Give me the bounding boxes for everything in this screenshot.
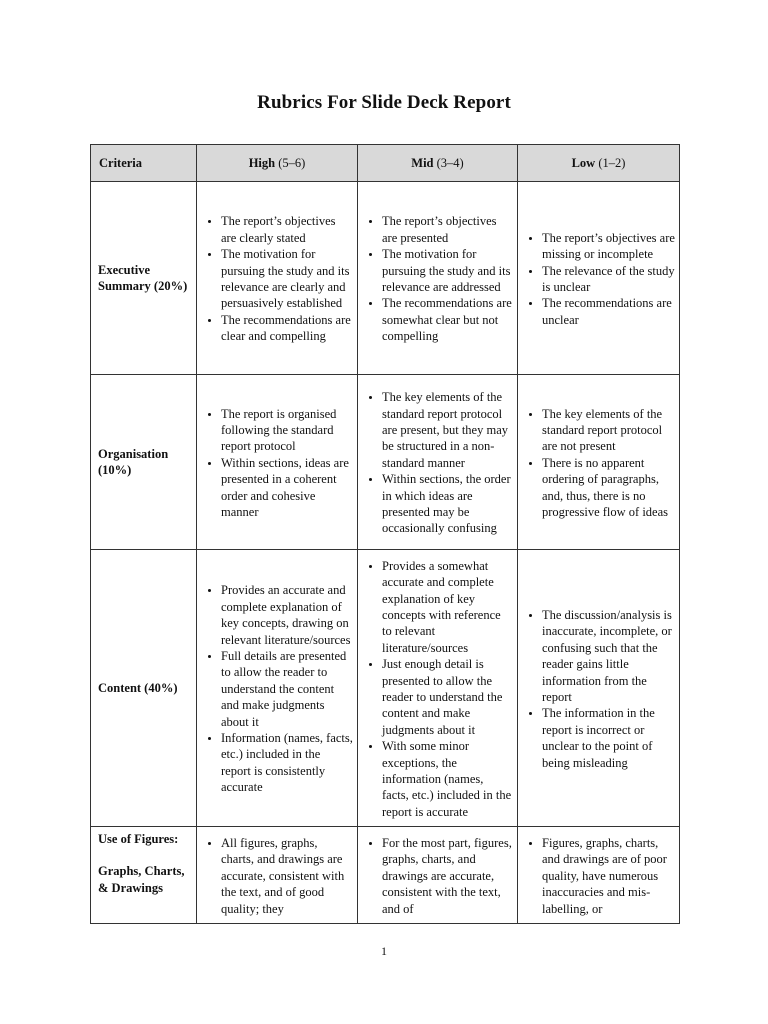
bullet-item: • Figures, graphs, charts, and drawings are of poor quality, have numerous inaccuracies and mis-labelling, or [542,835,675,917]
header-high-label: High [248,155,276,170]
bullet-item: • The key elements of the standard report protocol are present, but they may be structured in a non-standard manner [382,389,513,471]
criteria-executive-summary: Executive Summary (20%) [91,182,197,375]
bullet-item: • With some minor exceptions, the information (names, facts, etc.) included in the report is accurate [382,738,513,820]
cell-high [197,550,358,827]
page-number: 1 [381,944,387,958]
bullet-item: • There is no apparent ordering of paragraphs, and, thus, there is no progressive flow of ideas [542,455,675,521]
bullet-item: • Information (names, facts, etc.) included in the report is consistently accurate [221,730,353,796]
bullet-item: • The recommendations are unclear [542,295,675,328]
bullet-list [524,607,675,771]
header-row [91,145,680,182]
bullet-item: • The report’s objectives are missing or incomplete [542,230,675,263]
cell-high [197,827,358,924]
criteria-line-2: Graphs, Charts, & Drawings [98,864,185,895]
rubric-table [90,144,680,924]
cell-low [518,375,680,550]
cell-low [518,182,680,375]
cell-low [518,827,680,924]
header-low-range: (1–2) [598,155,626,170]
bullet-item: • For the most part, figures, graphs, charts, and drawings are accurate, consistent with the text, and of [382,835,513,917]
bullet-item: • The report’s objectives are clearly stated [221,213,353,246]
bullet-list [524,230,675,328]
bullet-item: • Just enough detail is presented to allow the reader to understand the content and make judgments about it [382,656,513,738]
bullet-item: • The recommendations are clear and compelling [221,312,353,345]
cell-high [197,182,358,375]
bullet-item: • The relevance of the study is unclear [542,263,675,296]
cell-low [518,550,680,827]
bullet-item: • Within sections, ideas are presented in a coherent order and cohesive manner [221,455,353,521]
header-low [518,145,680,182]
cell-mid [358,827,518,924]
cell-mid [358,182,518,375]
cell-mid [358,375,518,550]
bullet-item: • The key elements of the standard report protocol are not present [542,406,675,455]
header-mid-label: Mid [411,155,434,170]
bullet-item: • The discussion/analysis is inaccurate, incomplete, or confusing such that the reader gains little information from the report [542,607,675,705]
header-criteria: Criteria [91,145,197,182]
row-content [91,550,680,827]
bullet-list [203,835,353,917]
row-use-of-figures [91,827,680,924]
bullet-item: • Provides a somewhat accurate and complete explanation of key concepts with reference to relevant literature/sources [382,558,513,656]
row-organisation [91,375,680,550]
bullet-list [364,389,513,537]
bullet-list [203,406,353,521]
criteria-use-of-figures [91,827,197,924]
bullet-item: • The motivation for pursuing the study and its relevance are addressed [382,246,513,295]
document-title: Rubrics For Slide Deck Report [257,92,511,113]
bullet-item: • The report is organised following the standard report protocol [221,406,353,455]
criteria-organisation: Organisation (10%) [91,375,197,550]
bullet-item: • The recommendations are somewhat clear but not compelling [382,295,513,344]
bullet-list [524,406,675,521]
header-high [197,145,358,182]
bullet-list [364,558,513,821]
bullet-list [364,213,513,344]
cell-mid [358,550,518,827]
bullet-item: • The report’s objectives are presented [382,213,513,246]
header-mid [358,145,518,182]
header-mid-range: (3–4) [436,155,464,170]
bullet-list [364,835,513,917]
bullet-item: • The information in the report is incorrect or unclear to the point of being misleading [542,705,675,771]
bullet-item: • Within sections, the order in which ideas are presented may be occasionally confusing [382,471,513,537]
header-high-range: (5–6) [278,155,306,170]
bullet-item: • All figures, graphs, charts, and drawings are accurate, consistent with the text, and of good quality; they [221,835,353,917]
bullet-item: • Provides an accurate and complete explanation of key concepts, drawing on relevant literature/sources [221,582,353,648]
row-executive-summary [91,182,680,375]
header-low-label: Low [571,155,596,170]
cell-high [197,375,358,550]
criteria-content: Content (40%) [91,550,197,827]
bullet-item: • Full details are presented to allow the reader to understand the content and make judgments about it [221,648,353,730]
bullet-list [203,582,353,795]
criteria-line-1: Use of Figures: [98,832,179,846]
bullet-list [203,213,353,344]
bullet-item: • The motivation for pursuing the study and its relevance are clearly and persuasively established [221,246,353,312]
bullet-list [524,835,675,917]
